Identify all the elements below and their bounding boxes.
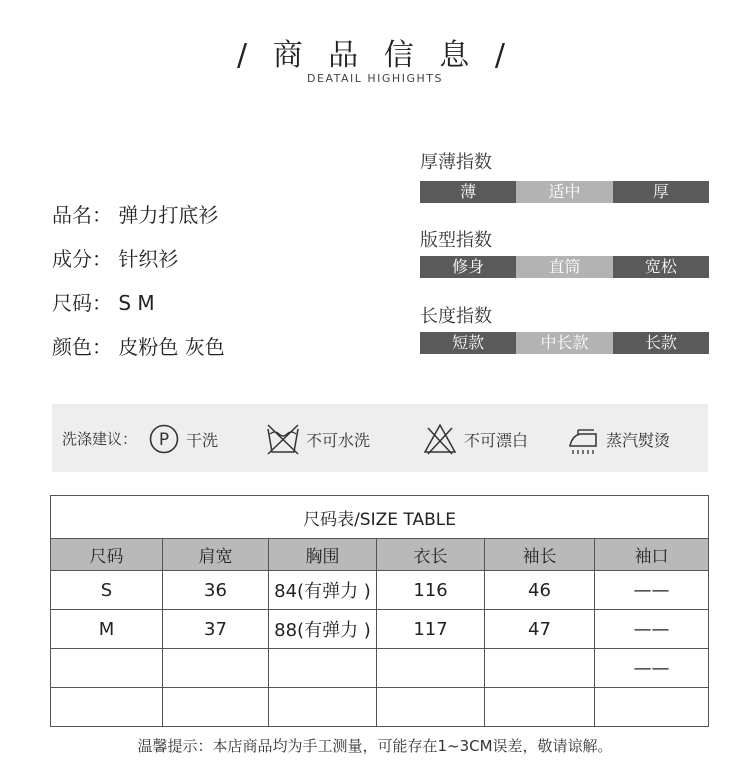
- length-option-short: 短款: [420, 332, 516, 354]
- svg-text:P: P: [158, 430, 170, 450]
- table-cell: 47: [485, 610, 595, 649]
- wash-item-no-bleach: [422, 422, 528, 456]
- table-row: [51, 688, 709, 727]
- product-name: 品名： 弹力打底衫: [52, 203, 219, 227]
- table-cell: [163, 649, 269, 688]
- header-cell: 袖口: [595, 539, 709, 571]
- no-wash-icon: [266, 422, 300, 456]
- table-cell: [269, 649, 377, 688]
- page-title: / 商 品 信 息 /: [237, 38, 513, 73]
- no-wash-label: 不可水洗: [306, 430, 371, 450]
- table-cell: [377, 649, 485, 688]
- table-cell: [377, 688, 485, 727]
- table-cell: [51, 688, 163, 727]
- table-cell: S: [51, 571, 163, 610]
- table-cell: ——: [595, 571, 709, 610]
- thickness-index-bar: [420, 181, 709, 203]
- size-table-header: [51, 539, 709, 571]
- thickness-option-thick: 厚: [613, 181, 709, 203]
- fit-option-slim: 修身: [420, 256, 516, 278]
- fit-option-loose: 宽松: [613, 256, 709, 278]
- measurement-note: 温馨提示：本店商品均为手工测量，可能存在1~3CM误差，敬请谅解。: [137, 737, 613, 755]
- steam-iron-icon: [566, 422, 600, 456]
- product-color: 颜色： 皮粉色 灰色: [52, 335, 225, 359]
- thickness-index-title: 厚薄指数: [420, 152, 492, 173]
- product-material: 成分： 针织衫: [52, 247, 179, 271]
- product-size: 尺码： S M: [52, 291, 155, 315]
- no-bleach-icon: [422, 422, 458, 456]
- steam-iron-label: 蒸汽熨烫: [606, 430, 671, 450]
- table-cell: [485, 649, 595, 688]
- length-index-bar: [420, 332, 709, 354]
- table-cell: 117: [377, 610, 485, 649]
- wash-instructions: [52, 404, 708, 472]
- table-row: [51, 649, 709, 688]
- table-cell: 36: [163, 571, 269, 610]
- header-cell: 胸围: [269, 539, 377, 571]
- table-cell: 116: [377, 571, 485, 610]
- size-table-title: 尺码表/SIZE TABLE: [51, 496, 709, 539]
- table-cell: [269, 688, 377, 727]
- table-cell: ——: [595, 610, 709, 649]
- header-cell: 衣长: [377, 539, 485, 571]
- wash-item-no-wash: [266, 422, 370, 456]
- wash-label: 洗涤建议：: [62, 430, 138, 448]
- table-cell: 88(有弹力 ): [269, 610, 377, 649]
- table-cell: 46: [485, 571, 595, 610]
- length-option-long: 长款: [613, 332, 709, 354]
- table-cell: [485, 688, 595, 727]
- dry-clean-label: 干洗: [186, 430, 219, 450]
- wash-item-steam-iron: [566, 422, 670, 456]
- header-cell: 尺码: [51, 539, 163, 571]
- wash-item-dry-clean: [148, 422, 218, 456]
- table-cell: ——: [595, 649, 709, 688]
- fit-index-bar: [420, 256, 709, 278]
- length-index-title: 长度指数: [420, 306, 492, 327]
- table-cell: [51, 649, 163, 688]
- header-cell: 肩宽: [163, 539, 269, 571]
- size-table: [50, 495, 709, 727]
- fit-option-straight: 直筒: [516, 256, 612, 278]
- table-cell: [163, 688, 269, 727]
- table-row: [51, 610, 709, 649]
- table-cell: M: [51, 610, 163, 649]
- thickness-option-thin: 薄: [420, 181, 516, 203]
- length-option-medium-long: 中长款: [516, 332, 612, 354]
- table-cell: 37: [163, 610, 269, 649]
- fit-index-title: 版型指数: [420, 230, 492, 251]
- no-bleach-label: 不可漂白: [464, 430, 529, 450]
- header-cell: 袖长: [485, 539, 595, 571]
- table-row: [51, 571, 709, 610]
- thickness-option-medium: 适中: [516, 181, 612, 203]
- page-subtitle: DEATAIL HIGHIGHTS: [307, 72, 443, 85]
- dry-clean-icon: [148, 423, 180, 455]
- table-cell: [595, 688, 709, 727]
- table-cell: 84(有弹力 ): [269, 571, 377, 610]
